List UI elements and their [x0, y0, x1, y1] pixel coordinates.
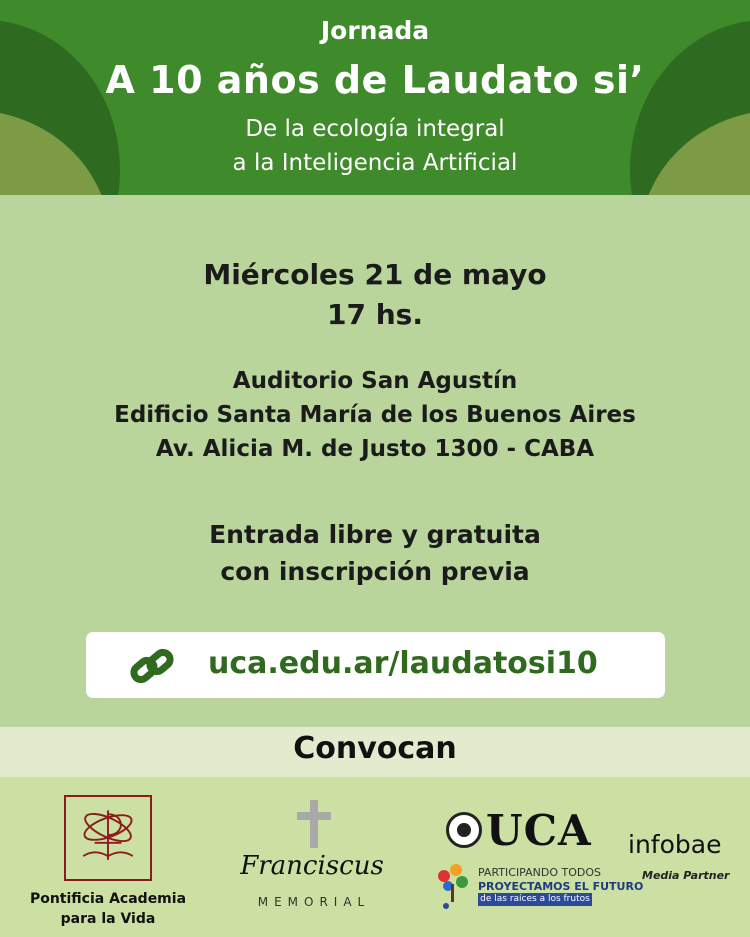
cross-icon	[297, 800, 331, 848]
pav-name-line: Pontificia Academia	[29, 891, 187, 907]
svg-text:Franciscus: Franciscus	[240, 851, 384, 881]
uca-tagline: PARTICIPANDO TODOS	[478, 866, 601, 879]
event-time: 17 hs.	[327, 298, 423, 331]
uca-seal-icon	[446, 812, 482, 848]
franciscus-logo	[222, 848, 402, 884]
media-partner-label: Media Partner	[642, 869, 730, 882]
event-venue: Auditorio San Agustín	[232, 368, 518, 394]
event-subtitle: a la Inteligencia Artificial	[232, 150, 518, 176]
sponsors-heading: Convocan	[293, 731, 457, 766]
tree-icon	[432, 862, 472, 912]
entry-info: con inscripción previa	[220, 557, 530, 586]
header-banner	[0, 0, 750, 195]
franciscus-memorial: MEMORIAL	[257, 895, 371, 909]
infobae-logo: infobae	[628, 830, 722, 859]
event-title: A 10 años de Laudato si’	[105, 58, 645, 102]
pav-name-line: para la Vida	[60, 911, 156, 927]
event-address: Av. Alicia M. de Justo 1300 - CABA	[155, 436, 595, 462]
uca-logo: UCA	[486, 806, 592, 855]
event-venue: Edificio Santa María de los Buenos Aires	[114, 402, 636, 428]
registration-url[interactable]: uca.edu.ar/laudatosi10	[208, 646, 598, 681]
event-kicker: Jornada	[320, 16, 430, 45]
registration-link[interactable]	[86, 632, 665, 698]
pav-name	[20, 889, 196, 929]
event-subtitle: De la ecología integral	[245, 116, 505, 142]
event-date: Miércoles 21 de mayo	[203, 258, 547, 291]
uca-tagline: PROYECTAMOS EL FUTURO	[478, 880, 644, 893]
uca-tagline: de las raíces a los frutos	[478, 893, 592, 906]
pav-logo	[64, 795, 152, 881]
entry-info: Entrada libre y gratuita	[209, 520, 541, 549]
link-icon	[130, 646, 174, 686]
